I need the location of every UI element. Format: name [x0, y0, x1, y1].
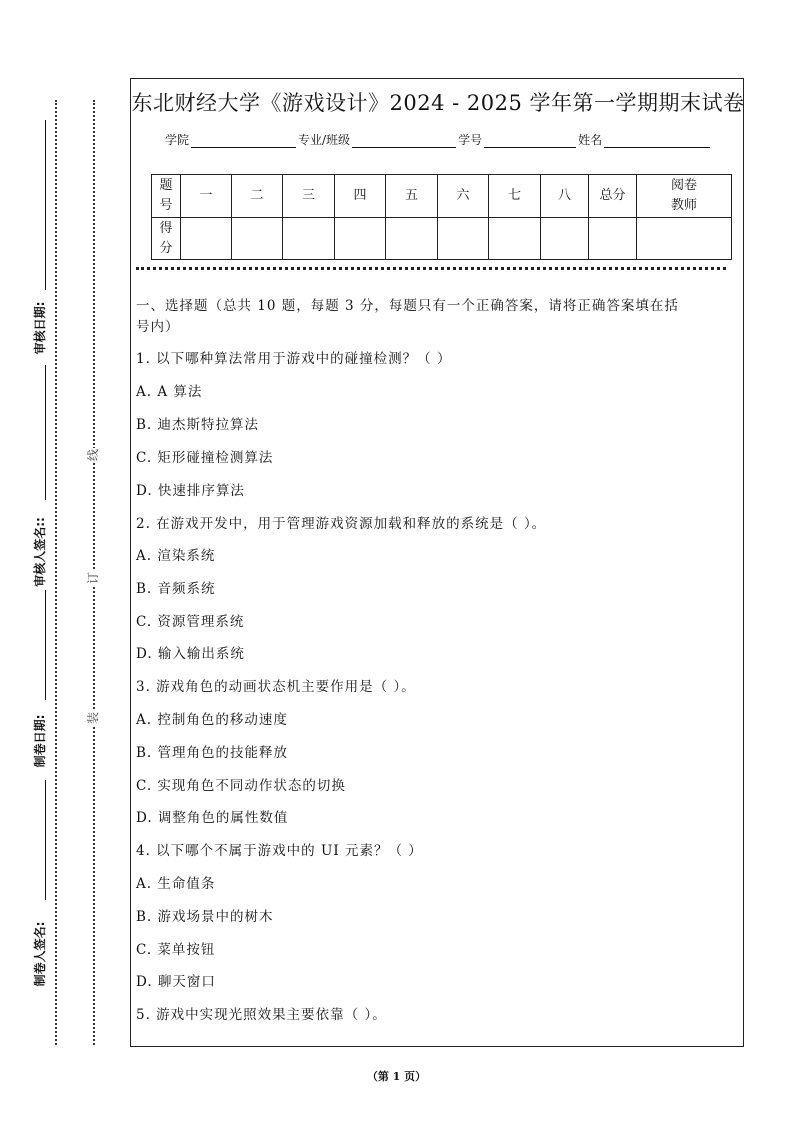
question-stem: 5. 游戏中实现光照效果主要依靠（ ）。 — [136, 1007, 387, 1023]
answer-option: A. 控制角色的移动速度 — [136, 712, 288, 728]
col-7: 七 — [489, 175, 541, 218]
answer-option: C. 矩形碰撞检测算法 — [136, 450, 274, 466]
answer-option: B. 游戏场景中的树木 — [136, 909, 274, 925]
score-cell[interactable] — [181, 218, 232, 260]
name-label: 姓名 — [578, 133, 603, 147]
answer-option: D. 聊天窗口 — [136, 974, 216, 990]
col-2: 二 — [232, 175, 283, 218]
reviewer-cell[interactable] — [637, 218, 732, 260]
reviewer-label: 阅卷 教师 — [637, 175, 732, 218]
question-stem: 4. 以下哪个不属于游戏中的 UI 元素？（ ） — [136, 843, 423, 859]
score-cell[interactable] — [489, 218, 541, 260]
score-cell[interactable] — [386, 218, 438, 260]
col-total: 总分 — [589, 175, 637, 218]
score-table-header-row — [152, 175, 732, 218]
question-number-label: 题 号 — [152, 175, 181, 218]
student-info-row — [165, 131, 712, 148]
score-table — [151, 174, 732, 260]
review-date-label: 审核日期: — [33, 301, 47, 355]
page-number: （第 1 页） — [366, 1070, 427, 1083]
student-id-field[interactable] — [484, 133, 576, 148]
review-date-underline — [45, 120, 46, 290]
answer-option: C. 实现角色不同动作状态的切换 — [136, 778, 346, 794]
col-3: 三 — [283, 175, 335, 218]
answer-option: D. 输入输出系统 — [136, 646, 245, 662]
col-4: 四 — [335, 175, 386, 218]
answer-option: B. 管理角色的技能释放 — [136, 745, 289, 761]
answer-option: C. 资源管理系统 — [136, 614, 245, 630]
question-stem: 2. 在游戏开发中，用于管理游戏资源加载和释放的系统是（ ）。 — [136, 516, 547, 532]
score-cell[interactable] — [438, 218, 489, 260]
prepare-date-underline — [45, 590, 46, 700]
prepare-signature-underline — [45, 780, 46, 900]
binding-char-bind: 装 — [86, 712, 100, 725]
review-signature-underline — [45, 365, 46, 500]
score-table-score-row — [152, 218, 732, 260]
question-stem: 1. 以下哪种算法常用于游戏中的碰撞检测？（ ） — [136, 351, 452, 367]
major-class-label: 专业/班级 — [298, 133, 351, 147]
answer-option: D. 快速排序算法 — [136, 483, 245, 499]
college-field[interactable] — [191, 133, 296, 148]
answer-option: A. 渲染系统 — [136, 548, 216, 564]
binding-char-line: 线 — [86, 449, 100, 462]
col-8: 八 — [541, 175, 589, 218]
answer-option: A. A 算法 — [136, 384, 203, 400]
answer-option: D. 调整角色的属性数值 — [136, 810, 289, 826]
score-cell[interactable] — [541, 218, 589, 260]
col-5: 五 — [386, 175, 438, 218]
binding-dotted-line-outer — [55, 100, 57, 1045]
col-6: 六 — [438, 175, 489, 218]
answer-option: B. 音频系统 — [136, 581, 216, 597]
answer-option: C. 菜单按钮 — [136, 942, 216, 958]
score-label: 得 分 — [152, 218, 181, 260]
exam-page — [130, 78, 744, 1047]
prepare-date-label: 制卷日期: — [33, 714, 47, 768]
col-1: 一 — [181, 175, 232, 218]
college-label: 学院 — [165, 133, 190, 147]
student-id-label: 学号 — [458, 133, 483, 147]
score-cell[interactable] — [283, 218, 335, 260]
separator-dotted-line — [136, 267, 726, 270]
major-class-field[interactable] — [352, 133, 456, 148]
binding-char-staple: 订 — [86, 572, 100, 585]
score-cell[interactable] — [335, 218, 386, 260]
review-signature-label: 审核人签名:: — [33, 517, 47, 587]
score-cell[interactable] — [232, 218, 283, 260]
answer-option: B. 迪杰斯特拉算法 — [136, 417, 260, 433]
prepare-signature-label: 制卷人签名: — [33, 921, 47, 987]
question-stem: 3. 游戏角色的动画状态机主要作用是（ ）。 — [136, 679, 416, 695]
score-cell[interactable] — [589, 218, 637, 260]
name-field[interactable] — [604, 133, 710, 148]
section-heading: 一、选择题（总共 10 题，每题 3 分，每题只有一个正确答案，请将正确答案填在括 — [136, 298, 679, 314]
answer-option: A. 生命值条 — [136, 876, 216, 892]
section-heading: 号内） — [136, 319, 180, 335]
exam-title: 东北财经大学《游戏设计》2024 - 2025 学年第一学期期末试卷 — [131, 91, 745, 115]
